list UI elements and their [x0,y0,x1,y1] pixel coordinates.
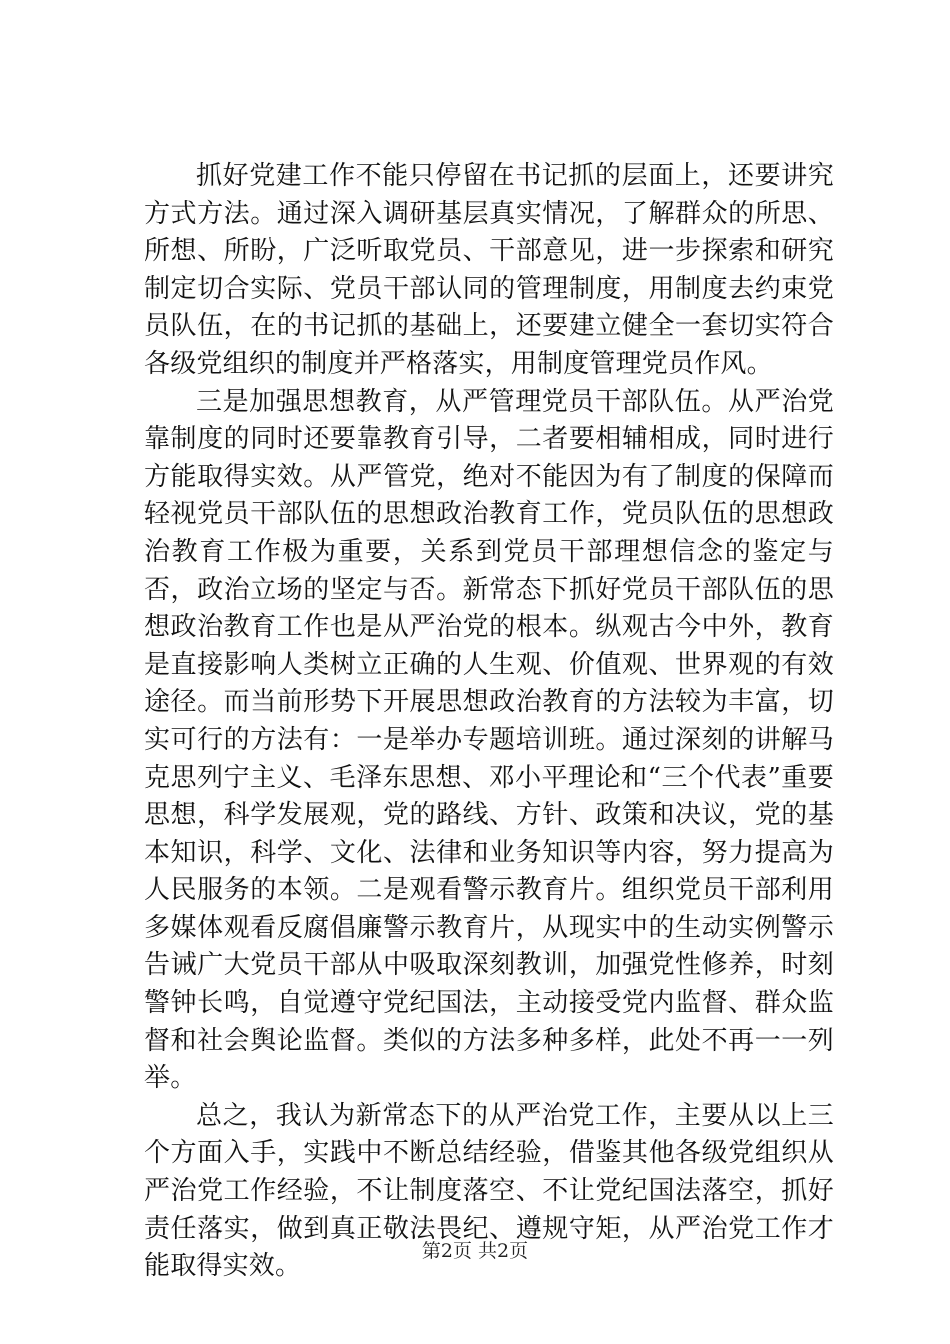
page-footer: 第2页 共2页 [421,1240,529,1262]
paragraph-conclusion: 总之，我认为新常态下的从严治党工作，主要从以上三个方面入手，实践中不断总结经验，借鉴其他各级党组织从严治党工作经验，不让制度落空、不让党纪国法落空，抓好责任落实，做到真正敬法畏纪、遵规守矩，从严治党工作才能取得实效。 [144,1100,834,1282]
document-body [144,158,834,1286]
paragraph-system-building: 抓好党建工作不能只停留在书记抓的层面上，还要讲究方式方法。通过深入调研基层真实情况，了解群众的所思、所想、所盼，广泛听取党员、干部意见，进一步探索和研究制定切合实际、党员干部认同的管理制度，用制度去约束党员队伍，在的书记抓的基础上，还要建立健全一套切实符合各级党组织的制度并严格落实，用制度管理党员作风。 [144,161,834,379]
paragraph-ideological-education: 三是加强思想教育，从严管理党员干部队伍。从严治党靠制度的同时还要靠教育引导，二者要相辅相成，同时进行方能取得实效。从严管党，绝对不能因为有了制度的保障而轻视党员干部队伍的思想政治教育工作，党员队伍的思想政治教育工作极为重要，关系到党员干部理想信念的鉴定与否，政治立场的坚定与否。新常态下抓好党员干部队伍的思想政治教育工作也是从严治党的根本。纵观古今中外，教育是直接影响人类树立正确的人生观、价值观、世界观的有效途径。而当前形势下开展思想政治教育的方法较为丰富，切实可行的方法有：一是举办专题培训班。通过深刻的讲解马克思列宁主义、毛泽东思想、邓小平理论和“三个代表”重要思想，科学发展观，党的路线、方针、政策和决议，党的基本知识，科学、文化、法律和业务知识等内容，努力提高为人民服务的本领。二是观看警示教育片。组织党员干部利用多媒体观看反腐倡廉警示教育片，从现实中的生动实例警示告诫广大党员干部从中吸取深刻教训，加强党性修养，时刻警钟长鸣，自觉遵守党纪国法，主动接受党内监督、群众监督和社会舆论监督。类似的方法多种多样，此处不再一一列举。 [144,386,834,1094]
